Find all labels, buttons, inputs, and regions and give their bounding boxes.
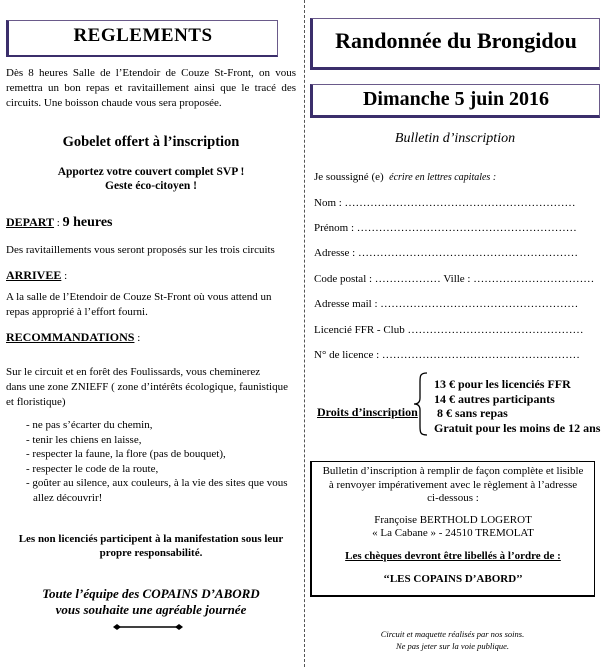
recommandations-label: RECOMMANDATIONS: [6, 330, 135, 344]
licence-number-field[interactable]: N° de licence : ………………………………………………: [314, 349, 580, 361]
recipient-address: « La Cabane » - 24510 TREMOLAT: [372, 527, 534, 539]
club-name: ‘‘LES COPAINS D’ABORD’’: [383, 573, 523, 585]
cheques-notice: Les chèques devront être libellés à l’ordre de :: [345, 549, 561, 562]
depart-separator: :: [54, 217, 63, 229]
intro-paragraph: Dès 8 heures Salle de l’Etendoir de Couze St-Front, on vous remettra un bon repas et ravitaillement ainsi que le tracé des circuits. Une boisson chaude vous sera proposée.: [6, 67, 296, 109]
droits-label: Droits d’inscription: [317, 405, 418, 419]
arrivee-text: A la salle de l’Etendoir de Couze St-Front où vous attend un repas approprié à l’effort fourni.: [6, 291, 272, 318]
couvert-line-2: Geste éco-citoyen !: [105, 180, 197, 192]
licence-club-field[interactable]: Licencié FFR - Club …………………………………………: [314, 324, 584, 336]
adresse-field[interactable]: Adresse : ……………………………………………………: [314, 247, 578, 259]
depart-value: 9 heures: [62, 215, 113, 230]
box-line-1: Bulletin d’inscription à remplir de façon complète et lisible: [322, 465, 584, 477]
price-list: [434, 377, 600, 435]
equipe-line-2: vous souhaite une agréable journée: [55, 602, 247, 617]
ravitaillements-text: Des ravitaillements vous seront proposés sur les trois circuits: [6, 244, 275, 256]
email-field[interactable]: Adresse mail : ………………………………………………: [314, 298, 579, 310]
code-postal-ville-field[interactable]: Code postal : ……………… Ville : ……………………………: [314, 273, 595, 285]
circuit-text-2: dans une zone ZNIEFF ( zone d’intérêts écologique, faunistique et floristique): [6, 381, 288, 408]
credits-line-1: Circuit et maquette réalisés par nos soins.: [380, 629, 525, 639]
non-licencies-notice: Les non licenciés participent à la manifestation sous leur propre responsabilité.: [18, 533, 284, 559]
recommandations-list: [26, 418, 296, 505]
price-line: 14 € autres participants: [434, 391, 555, 406]
circuit-paragraph: [6, 365, 296, 410]
equipe-line-1: Toute l’équipe des COPAINS D’ABORD: [42, 586, 260, 601]
list-item: - tenir les chiens en laisse,: [26, 433, 142, 446]
ornament-divider-icon: [113, 622, 183, 632]
list-item: - goûter au silence, aux couleurs, à la vie des sites que vous: [26, 477, 288, 489]
bulletin-title: Bulletin d’inscription: [394, 131, 516, 146]
recipient-name: Françoise BERTHOLD LOGEROT: [374, 513, 532, 526]
depart-line: [6, 213, 296, 231]
list-item: - respecter le code de la route,: [26, 462, 159, 475]
price-line: 13 € pour les licenciés FFR: [434, 377, 571, 391]
event-date: Dimanche 5 juin 2016: [310, 84, 600, 118]
recommandations-separator: :: [134, 332, 141, 344]
list-item: - respecter la faune, la flore (pas de bouquet),: [26, 448, 226, 460]
soussigne-line: [314, 171, 496, 183]
arrivee-heading: [6, 266, 67, 284]
recommandations-heading: [6, 328, 140, 346]
couvert-notice: [6, 165, 296, 193]
price-line: 8 € sans repas: [434, 406, 508, 420]
box-line-3: ci-dessous :: [427, 492, 479, 504]
soussigne-label: Je soussigné (e): [314, 171, 384, 183]
credits: [310, 628, 595, 652]
nom-field[interactable]: Nom : ………………………………………………………: [314, 197, 576, 209]
curly-brace-icon: [413, 372, 429, 436]
fold-line: [304, 0, 305, 667]
arrivee-label: ARRIVEE: [6, 268, 62, 282]
list-item: - ne pas s’écarter du chemin,: [26, 419, 153, 431]
equipe-message: [6, 586, 296, 618]
couvert-line-1: Apportez votre couvert complet SVP !: [57, 166, 245, 178]
reglements-title: REGLEMENTS: [6, 20, 278, 57]
credits-line-2: Ne pas jeter sur la voie publique.: [395, 641, 510, 651]
soussigne-hint: écrire en lettres capitales :: [389, 172, 497, 183]
prenom-field[interactable]: Prénom : ……………………………………………………: [314, 222, 577, 234]
depart-label: DEPART: [6, 215, 55, 229]
list-item: allez découvrir!: [33, 491, 103, 504]
address-box: [310, 461, 595, 597]
arrivee-separator: :: [61, 270, 68, 282]
circuit-text-1: Sur le circuit et en forêt des Foulissards, vous cheminerez: [6, 366, 261, 378]
event-title: Randonnée du Brongidou: [310, 18, 600, 70]
gobelet-heading: Gobelet offert à l’inscription: [62, 134, 240, 150]
price-line: Gratuit pour les moins de 12 ans: [434, 420, 601, 435]
box-line-2: à renvoyer impérativement avec le règlement à l’adresse: [328, 478, 578, 491]
